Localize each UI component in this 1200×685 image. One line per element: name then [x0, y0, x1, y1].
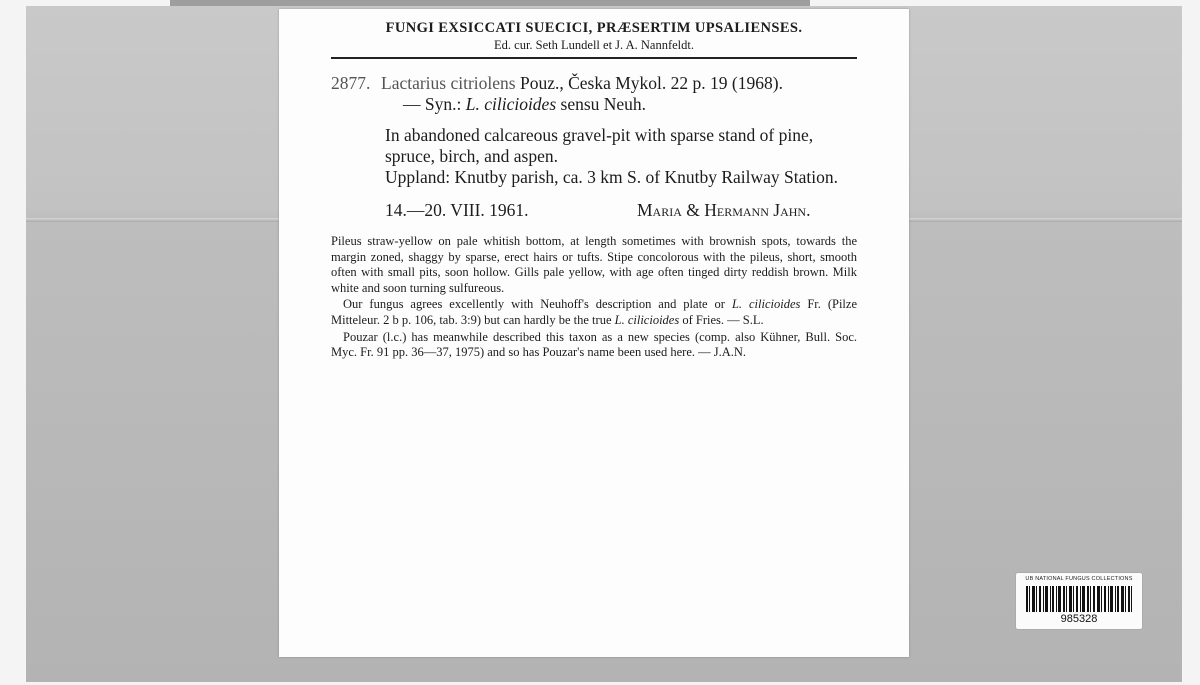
species-citation: Pouz., Česka Mykol. 22 p. 19 (1968).	[515, 73, 783, 93]
description-paragraph: Pileus straw-yellow on pale whitish bottom, at length sometimes with brownish spots, towards the margin zoned, shaggy by sparse, erect hairs or tufts. Stipe concolorous with the pileus, short, smooth often with small pits, soon hollow. Gills pale yellow, with age often tinged dirty reddish brown. Milk white and soon turning sulfureous.	[331, 234, 857, 295]
collection-row	[279, 200, 909, 222]
species-line	[381, 73, 855, 94]
comparison-text: of Fries. — S.L.	[679, 312, 764, 327]
synonym-suffix: sensu Neuh.	[556, 94, 647, 114]
label-header	[279, 9, 909, 59]
series-editors: Ed. cur. Seth Lundell et J. A. Nannfeldt.	[494, 38, 694, 52]
series-title: FUNGI EXSICCATI SUECICI, PRÆSERTIM UPSALIENSES.	[385, 20, 803, 36]
comparison-text: Our fungus agrees excellently with Neuhoff's description and plate or	[343, 297, 732, 312]
header-rule	[331, 57, 857, 59]
exsiccata-number: 2877.	[331, 73, 371, 93]
barcode-number: 985328	[1060, 613, 1098, 625]
comparison-taxon: L. cilicioides	[731, 297, 801, 312]
locality-text: Uppland: Knutby parish, ca. 3 km S. of Knutby Railway Station.	[385, 167, 839, 187]
synonym-prefix: — Syn.:	[403, 94, 466, 114]
comparison-text: Fr. (Pilze Mitteleur. 2 b p. 106, tab. 3:9) but can hardly be the true	[331, 297, 857, 327]
barcode-label	[1016, 573, 1142, 629]
comparison-taxon: L. cilicioides	[614, 312, 680, 327]
comparison-paragraph	[331, 297, 857, 328]
collection-date: 14.—20. VIII. 1961.	[385, 200, 529, 220]
species-entry	[279, 73, 909, 115]
synonym-name: L. cilicioides	[465, 94, 557, 114]
naming-paragraph: Pouzar (l.c.) has meanwhile described this taxon as a new species (comp. also Kühner, Bull. Soc. Myc. Fr. 91 pp. 36—37, 1975) and so has Pouzar's name been used here. — J.A.N.	[331, 329, 857, 360]
specimen-label	[279, 9, 909, 657]
barcode-icon	[1026, 586, 1132, 612]
collector-names: Maria & Hermann Jahn.	[637, 200, 811, 220]
species-name: Lactarius citriolens	[381, 73, 516, 93]
description-notes	[279, 234, 909, 361]
synonym-line	[381, 94, 855, 115]
barcode-institution: UB NATIONAL FUNGUS COLLECTIONS	[1025, 576, 1133, 582]
habitat-text: In abandoned calcareous gravel-pit with sparse stand of pine, spruce, birch, and aspen.	[385, 125, 814, 166]
